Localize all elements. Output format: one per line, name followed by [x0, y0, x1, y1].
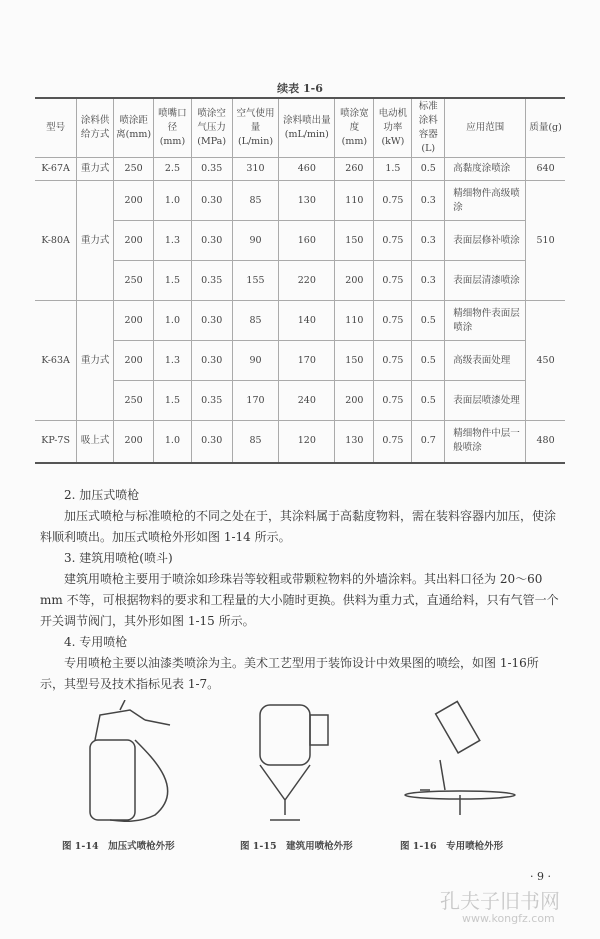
value-cell: 90 — [232, 221, 279, 261]
value-cell: 155 — [232, 261, 279, 301]
value-cell: 0.30 — [191, 301, 232, 341]
value-cell: 0.5 — [412, 341, 445, 381]
value-cell: 0.7 — [412, 421, 445, 463]
column-header: 电动机功率(kW) — [374, 98, 412, 158]
value-cell: 460 — [279, 158, 335, 181]
weight-cell: 450 — [526, 301, 565, 421]
watermark-logo: 孔夫子旧书网 — [440, 889, 560, 913]
paragraph: 建筑用喷枪主要用于喷涂如珍珠岩等较粗或带颗粒物料的外墙涂料。其出料口径为 20～60 mm 不等，可根据物料的要求和工程量的大小随时更换。供料为重力式，直通给料，只有气管一个开关调节阀门，其外形如图 1-15 所示。 — [40, 572, 559, 628]
column-header: 质量(g) — [526, 98, 565, 158]
value-cell: 0.35 — [191, 381, 232, 421]
watermark-url: www.kongfz.com — [462, 912, 555, 925]
body-text — [40, 485, 562, 695]
value-cell: 1.5 — [374, 158, 412, 181]
value-cell: 0.30 — [191, 421, 232, 463]
value-cell: 110 — [335, 301, 374, 341]
value-cell: 0.35 — [191, 261, 232, 301]
value-cell: 1.0 — [154, 421, 192, 463]
building-spray-gun-figure — [255, 700, 345, 830]
model-cell: K-67A — [35, 158, 77, 181]
value-cell: 1.5 — [154, 381, 192, 421]
value-cell: 0.75 — [374, 341, 412, 381]
application-cell: 高级表面处理 — [445, 341, 526, 381]
weight-cell: 510 — [526, 181, 565, 301]
value-cell: 85 — [232, 421, 279, 463]
page-number: · 9 · — [530, 870, 551, 883]
value-cell: 120 — [279, 421, 335, 463]
value-cell: 0.3 — [412, 181, 445, 221]
value-cell: 220 — [279, 261, 335, 301]
value-cell: 0.30 — [191, 181, 232, 221]
figure-caption: 图 1-15 建筑用喷枪外形 — [240, 841, 353, 852]
pressure-spray-gun-figure — [75, 700, 195, 830]
application-cell: 精细物件中层一般喷涂 — [445, 421, 526, 463]
paragraph: 加压式喷枪与标准喷枪的不同之处在于，其涂料属于高黏度物料，需在装料容器内加压，使涂料顺利喷出。加压式喷枪外形如图 1-14 所示。 — [40, 509, 557, 544]
value-cell: 0.35 — [191, 158, 232, 181]
column-header: 涂料喷出量(mL/min) — [279, 98, 335, 158]
figure-caption: 图 1-14 加压式喷枪外形 — [62, 841, 175, 852]
section-heading: 2. 加压式喷枪 — [64, 488, 140, 502]
table-row — [35, 341, 565, 381]
value-cell: 0.5 — [412, 381, 445, 421]
value-cell: 150 — [335, 221, 374, 261]
table-row — [35, 261, 565, 301]
value-cell: 1.3 — [154, 341, 192, 381]
value-cell: 1.5 — [154, 261, 192, 301]
column-header: 喷涂距离(mm) — [114, 98, 154, 158]
table-header — [35, 98, 565, 158]
model-cell: K-80A — [35, 181, 77, 301]
application-cell: 表面层清漆喷涂 — [445, 261, 526, 301]
supply-cell: 吸上式 — [77, 421, 114, 463]
value-cell: 250 — [114, 158, 154, 181]
weight-cell: 480 — [526, 421, 565, 463]
value-cell: 0.5 — [412, 158, 445, 181]
column-header: 喷嘴口径(mm) — [154, 98, 192, 158]
value-cell: 0.3 — [412, 261, 445, 301]
application-cell: 高黏度涂喷涂 — [445, 158, 526, 181]
value-cell: 0.75 — [374, 221, 412, 261]
model-cell: K-63A — [35, 301, 77, 421]
value-cell: 0.75 — [374, 261, 412, 301]
value-cell: 85 — [232, 301, 279, 341]
value-cell: 0.75 — [374, 301, 412, 341]
column-header: 喷涂宽度(mm) — [335, 98, 374, 158]
value-cell: 200 — [114, 181, 154, 221]
value-cell: 0.3 — [412, 221, 445, 261]
value-cell: 200 — [335, 261, 374, 301]
value-cell: 1.0 — [154, 301, 192, 341]
application-cell: 表面层喷漆处理 — [445, 381, 526, 421]
value-cell: 0.30 — [191, 341, 232, 381]
special-spray-gun-figure — [400, 700, 520, 830]
value-cell: 2.5 — [154, 158, 192, 181]
model-cell: KP-7S — [35, 421, 77, 463]
value-cell: 200 — [114, 341, 154, 381]
table-row — [35, 181, 565, 221]
value-cell: 85 — [232, 181, 279, 221]
table-caption: 续表 1-6 — [277, 82, 323, 95]
figure-caption: 图 1-16 专用喷枪外形 — [400, 841, 504, 852]
column-header: 涂料供给方式 — [77, 98, 114, 158]
value-cell: 130 — [335, 421, 374, 463]
value-cell: 110 — [335, 181, 374, 221]
supply-cell: 重力式 — [77, 181, 114, 301]
value-cell: 170 — [279, 341, 335, 381]
spec-table — [35, 97, 565, 464]
section-heading: 4. 专用喷枪 — [64, 635, 128, 649]
value-cell: 130 — [279, 181, 335, 221]
column-header: 标准涂料容器(L) — [412, 98, 445, 158]
value-cell: 240 — [279, 381, 335, 421]
value-cell: 170 — [232, 381, 279, 421]
value-cell: 200 — [114, 301, 154, 341]
application-cell: 精细物件高级喷涂 — [445, 181, 526, 221]
column-header: 型号 — [35, 98, 77, 158]
weight-cell: 640 — [526, 158, 565, 181]
value-cell: 250 — [114, 261, 154, 301]
table-row — [35, 421, 565, 463]
application-cell: 精细物件表面层喷涂 — [445, 301, 526, 341]
value-cell: 1.3 — [154, 221, 192, 261]
value-cell: 160 — [279, 221, 335, 261]
section-heading: 3. 建筑用喷枪(喷斗) — [64, 551, 173, 565]
table-row — [35, 381, 565, 421]
value-cell: 150 — [335, 341, 374, 381]
value-cell: 90 — [232, 341, 279, 381]
value-cell: 0.5 — [412, 301, 445, 341]
table-row — [35, 221, 565, 261]
table-row — [35, 301, 565, 341]
paragraph: 专用喷枪主要以油漆类喷涂为主。美术工艺型用于装饰设计中效果图的喷绘，如图 1-16所示，其型号及技术指标见表 1-7。 — [40, 656, 539, 691]
value-cell: 260 — [335, 158, 374, 181]
value-cell: 1.0 — [154, 181, 192, 221]
supply-cell: 重力式 — [77, 158, 114, 181]
application-cell: 表面层修补喷涂 — [445, 221, 526, 261]
value-cell: 140 — [279, 301, 335, 341]
value-cell: 0.75 — [374, 381, 412, 421]
value-cell: 0.30 — [191, 221, 232, 261]
value-cell: 0.75 — [374, 181, 412, 221]
value-cell: 250 — [114, 381, 154, 421]
value-cell: 0.75 — [374, 421, 412, 463]
value-cell: 310 — [232, 158, 279, 181]
supply-cell: 重力式 — [77, 301, 114, 421]
table-row — [35, 158, 565, 181]
value-cell: 200 — [114, 221, 154, 261]
column-header: 应用范围 — [445, 98, 526, 158]
column-header: 空气使用量(L/min) — [232, 98, 279, 158]
value-cell: 200 — [114, 421, 154, 463]
column-header: 喷涂空气压力(MPa) — [191, 98, 232, 158]
value-cell: 200 — [335, 381, 374, 421]
